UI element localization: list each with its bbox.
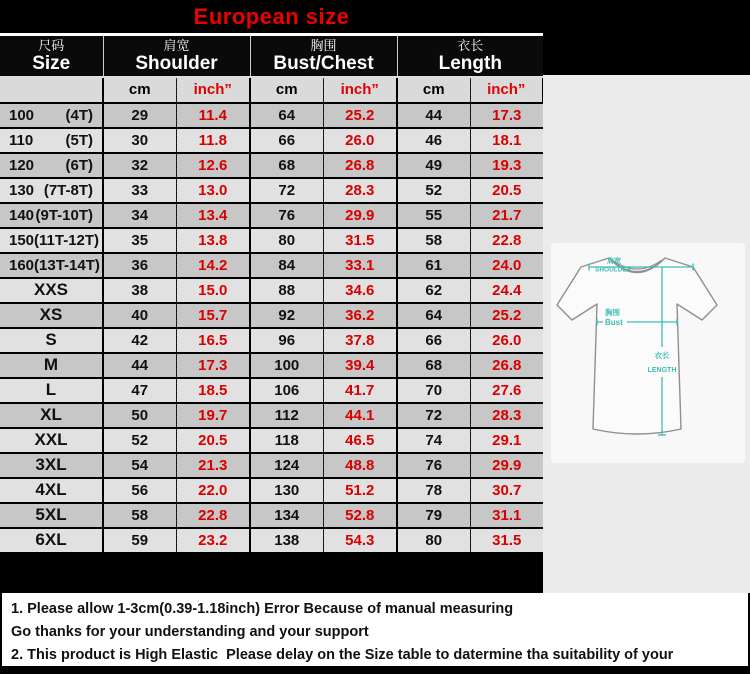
size-age-tag: (13T-14T) [34, 256, 100, 274]
length-cm-value: 70 [397, 378, 470, 403]
shoulder-cm-value: 34 [103, 203, 176, 228]
length-inch-value: 19.3 [470, 153, 543, 178]
shoulder-cm-value: 36 [103, 253, 176, 278]
bust-inch-unit: inch” [323, 77, 397, 103]
bust-inch-value: 54.3 [323, 528, 397, 553]
bust-cm-value: 88 [250, 278, 323, 303]
size-label: 130 [9, 181, 35, 199]
shoulder-cm-value: 50 [103, 403, 176, 428]
page-title: European size [193, 3, 350, 29]
table-row [0, 478, 543, 503]
bust-cm-unit: cm [250, 77, 323, 103]
table-row [0, 528, 543, 553]
size-age-tag: (9T-10T) [35, 206, 93, 224]
table-header-row [0, 35, 543, 77]
size-label: 160 [9, 256, 35, 274]
length-inch-value: 27.6 [470, 378, 543, 403]
table-row [0, 228, 543, 253]
length-cm-value: 80 [397, 528, 470, 553]
size-cell [0, 403, 103, 428]
header-bust-zh: 胸围 [310, 37, 337, 53]
length-cm-value: 52 [397, 178, 470, 203]
tshirt-outline [557, 258, 717, 434]
table-row [0, 453, 543, 478]
shoulder-inch-value: 23.2 [176, 528, 250, 553]
table-row [0, 328, 543, 353]
size-cell [0, 378, 103, 403]
shoulder-inch-unit: inch” [176, 77, 250, 103]
table-row [0, 303, 543, 328]
length-cm-unit: cm [397, 77, 470, 103]
length-label-en: LENGTH [647, 367, 677, 374]
length-inch-value: 20.5 [470, 178, 543, 203]
size-label: 4XL [35, 480, 67, 499]
size-label: XL [40, 405, 62, 424]
bust-inch-value: 52.8 [323, 503, 397, 528]
size-cell [0, 203, 103, 228]
size-table-body [0, 103, 543, 553]
size-label: 3XL [35, 455, 67, 474]
bust-inch-value: 46.5 [323, 428, 397, 453]
size-cell [0, 503, 103, 528]
shoulder-cm-unit: cm [103, 77, 176, 103]
size-cell [0, 103, 103, 128]
length-inch-value: 26.0 [470, 328, 543, 353]
size-label: 6XL [35, 530, 67, 549]
header-size [0, 35, 103, 77]
bust-inch-value: 51.2 [323, 478, 397, 503]
shoulder-cm-value: 56 [103, 478, 176, 503]
length-inch-value: 21.7 [470, 203, 543, 228]
bust-cm-value: 96 [250, 328, 323, 353]
bust-inch-value: 39.4 [323, 353, 397, 378]
length-cm-value: 66 [397, 328, 470, 353]
table-row [0, 178, 543, 203]
shoulder-cm-value: 44 [103, 353, 176, 378]
bust-inch-value: 44.1 [323, 403, 397, 428]
size-age-tag: (5T) [65, 131, 93, 149]
length-cm-value: 58 [397, 228, 470, 253]
notes-section [2, 593, 748, 666]
length-inch-value: 31.5 [470, 528, 543, 553]
size-cell [0, 528, 103, 553]
shoulder-cm-value: 38 [103, 278, 176, 303]
shoulder-cm-value: 35 [103, 228, 176, 253]
shoulder-label-zh: 肩宽 [607, 258, 621, 265]
size-age-tag: (11T-12T) [34, 231, 100, 249]
header-size-en: Size [32, 52, 71, 74]
length-cm-value: 64 [397, 303, 470, 328]
bust-inch-value: 36.2 [323, 303, 397, 328]
shoulder-cm-value: 54 [103, 453, 176, 478]
bust-cm-value: 66 [250, 128, 323, 153]
shoulder-inch-value: 21.3 [176, 453, 250, 478]
length-cm-value: 62 [397, 278, 470, 303]
length-cm-value: 46 [397, 128, 470, 153]
bust-cm-value: 80 [250, 228, 323, 253]
length-cm-value: 44 [397, 103, 470, 128]
size-cell [0, 278, 103, 303]
shoulder-cm-value: 59 [103, 528, 176, 553]
size-label: L [45, 380, 57, 399]
length-cm-value: 68 [397, 353, 470, 378]
header-size-zh: 尺码 [38, 37, 65, 53]
tshirt-diagram [549, 251, 745, 447]
bust-inch-value: 37.8 [323, 328, 397, 353]
size-label: 120 [9, 156, 35, 174]
units-blank-cell [0, 77, 103, 103]
note-line-2: Go thanks for your understanding and your support [11, 624, 369, 640]
table-row [0, 503, 543, 528]
table-row [0, 428, 543, 453]
size-cell [0, 353, 103, 378]
bust-inch-value: 48.8 [323, 453, 397, 478]
length-inch-value: 29.1 [470, 428, 543, 453]
bust-inch-value: 34.6 [323, 278, 397, 303]
header-length-zh: 衣长 [457, 37, 484, 53]
header-shoulder-zh: 肩宽 [163, 37, 190, 53]
shoulder-cm-value: 42 [103, 328, 176, 353]
length-cm-value: 72 [397, 403, 470, 428]
bust-cm-value: 124 [250, 453, 323, 478]
shoulder-cm-value: 32 [103, 153, 176, 178]
table-row [0, 278, 543, 303]
shoulder-inch-value: 14.2 [176, 253, 250, 278]
size-cell [0, 453, 103, 478]
shoulder-inch-value: 16.5 [176, 328, 250, 353]
bust-inch-value: 26.8 [323, 153, 397, 178]
shoulder-inch-value: 20.5 [176, 428, 250, 453]
size-age-tag: (6T) [65, 156, 93, 174]
length-cm-value: 76 [397, 453, 470, 478]
table-row [0, 378, 543, 403]
note-line-1: 1. Please allow 1-3cm(0.39-1.18inch) Error Because of manual measuring [11, 601, 514, 617]
size-table [0, 33, 544, 554]
bust-cm-value: 68 [250, 153, 323, 178]
shoulder-inch-value: 18.5 [176, 378, 250, 403]
shoulder-cm-value: 33 [103, 178, 176, 203]
shoulder-cm-value: 58 [103, 503, 176, 528]
size-label: M [43, 355, 59, 374]
bust-inch-value: 41.7 [323, 378, 397, 403]
size-cell [0, 128, 103, 153]
length-inch-value: 22.8 [470, 228, 543, 253]
length-cm-value: 49 [397, 153, 470, 178]
bust-inch-value: 33.1 [323, 253, 397, 278]
length-inch-unit: inch” [470, 77, 543, 103]
shoulder-inch-value: 19.7 [176, 403, 250, 428]
bust-cm-value: 138 [250, 528, 323, 553]
bust-inch-value: 29.9 [323, 203, 397, 228]
shoulder-inch-value: 13.4 [176, 203, 250, 228]
measurement-diagram-panel [543, 75, 750, 593]
size-cell [0, 478, 103, 503]
shoulder-cm-value: 47 [103, 378, 176, 403]
size-label: XXS [33, 280, 69, 299]
table-row [0, 403, 543, 428]
length-cm-value: 61 [397, 253, 470, 278]
bust-cm-value: 112 [250, 403, 323, 428]
header-bust [250, 35, 397, 77]
length-inch-value: 26.8 [470, 353, 543, 378]
table-row [0, 128, 543, 153]
bust-cm-value: 130 [250, 478, 323, 503]
header-length [397, 35, 543, 77]
header-length-en: Length [438, 52, 502, 74]
shoulder-inch-value: 17.3 [176, 353, 250, 378]
size-label: 150 [9, 231, 35, 249]
shoulder-label-en: SHOULDER [595, 266, 632, 274]
header-shoulder [103, 35, 250, 77]
length-inch-value: 31.1 [470, 503, 543, 528]
size-label: XXL [34, 430, 68, 449]
size-label: XS [39, 305, 63, 324]
length-inch-value: 29.9 [470, 453, 543, 478]
shoulder-inch-value: 11.4 [176, 103, 250, 128]
bust-cm-value: 134 [250, 503, 323, 528]
length-inch-value: 25.2 [470, 303, 543, 328]
length-inch-value: 30.7 [470, 478, 543, 503]
length-label-zh: 衣长 [654, 351, 670, 360]
table-row [0, 103, 543, 128]
length-inch-value: 28.3 [470, 403, 543, 428]
header-bust-en: Bust/Chest [273, 52, 374, 74]
size-cell [0, 178, 103, 203]
bust-cm-value: 76 [250, 203, 323, 228]
shoulder-inch-value: 15.0 [176, 278, 250, 303]
bust-inch-value: 26.0 [323, 128, 397, 153]
bust-cm-value: 84 [250, 253, 323, 278]
bust-inch-value: 28.3 [323, 178, 397, 203]
shoulder-cm-value: 29 [103, 103, 176, 128]
length-inch-value: 18.1 [470, 128, 543, 153]
shoulder-inch-value: 12.6 [176, 153, 250, 178]
note-line-3: 2. This product is High Elastic Please delay on the Size table to datermine tha suitability of your [11, 647, 674, 663]
shoulder-cm-value: 52 [103, 428, 176, 453]
bust-cm-value: 72 [250, 178, 323, 203]
table-row [0, 353, 543, 378]
bust-label-en: Bust [605, 318, 623, 327]
bust-cm-value: 118 [250, 428, 323, 453]
size-cell [0, 153, 103, 178]
size-age-tag: (7T-8T) [43, 181, 93, 199]
shoulder-inch-value: 22.8 [176, 503, 250, 528]
size-label: 100 [9, 106, 35, 124]
bust-label-zh: 胸围 [605, 308, 620, 317]
bust-cm-value: 100 [250, 353, 323, 378]
table-row [0, 153, 543, 178]
length-inch-value: 17.3 [470, 103, 543, 128]
table-row [0, 203, 543, 228]
size-label: S [45, 330, 57, 349]
length-inch-value: 24.0 [470, 253, 543, 278]
size-cell [0, 303, 103, 328]
size-cell [0, 428, 103, 453]
length-inch-value: 24.4 [470, 278, 543, 303]
bust-cm-value: 92 [250, 303, 323, 328]
length-cm-value: 74 [397, 428, 470, 453]
size-label: 140 [9, 206, 35, 224]
shoulder-inch-value: 11.8 [176, 128, 250, 153]
bust-inch-value: 25.2 [323, 103, 397, 128]
table-row [0, 253, 543, 278]
size-label: 110 [9, 131, 34, 149]
units-row [0, 77, 543, 103]
shoulder-inch-value: 15.7 [176, 303, 250, 328]
shoulder-inch-value: 13.0 [176, 178, 250, 203]
size-label: 5XL [35, 505, 67, 524]
bust-cm-value: 106 [250, 378, 323, 403]
bust-inch-value: 31.5 [323, 228, 397, 253]
bust-cm-value: 64 [250, 103, 323, 128]
shoulder-cm-value: 30 [103, 128, 176, 153]
length-cm-value: 55 [397, 203, 470, 228]
shoulder-inch-value: 22.0 [176, 478, 250, 503]
header-shoulder-en: Shoulder [135, 52, 218, 74]
length-cm-value: 78 [397, 478, 470, 503]
shoulder-inch-value: 13.8 [176, 228, 250, 253]
length-cm-value: 79 [397, 503, 470, 528]
shoulder-cm-value: 40 [103, 303, 176, 328]
size-cell [0, 253, 103, 278]
size-cell [0, 328, 103, 353]
size-age-tag: (4T) [65, 106, 93, 124]
size-cell [0, 228, 103, 253]
